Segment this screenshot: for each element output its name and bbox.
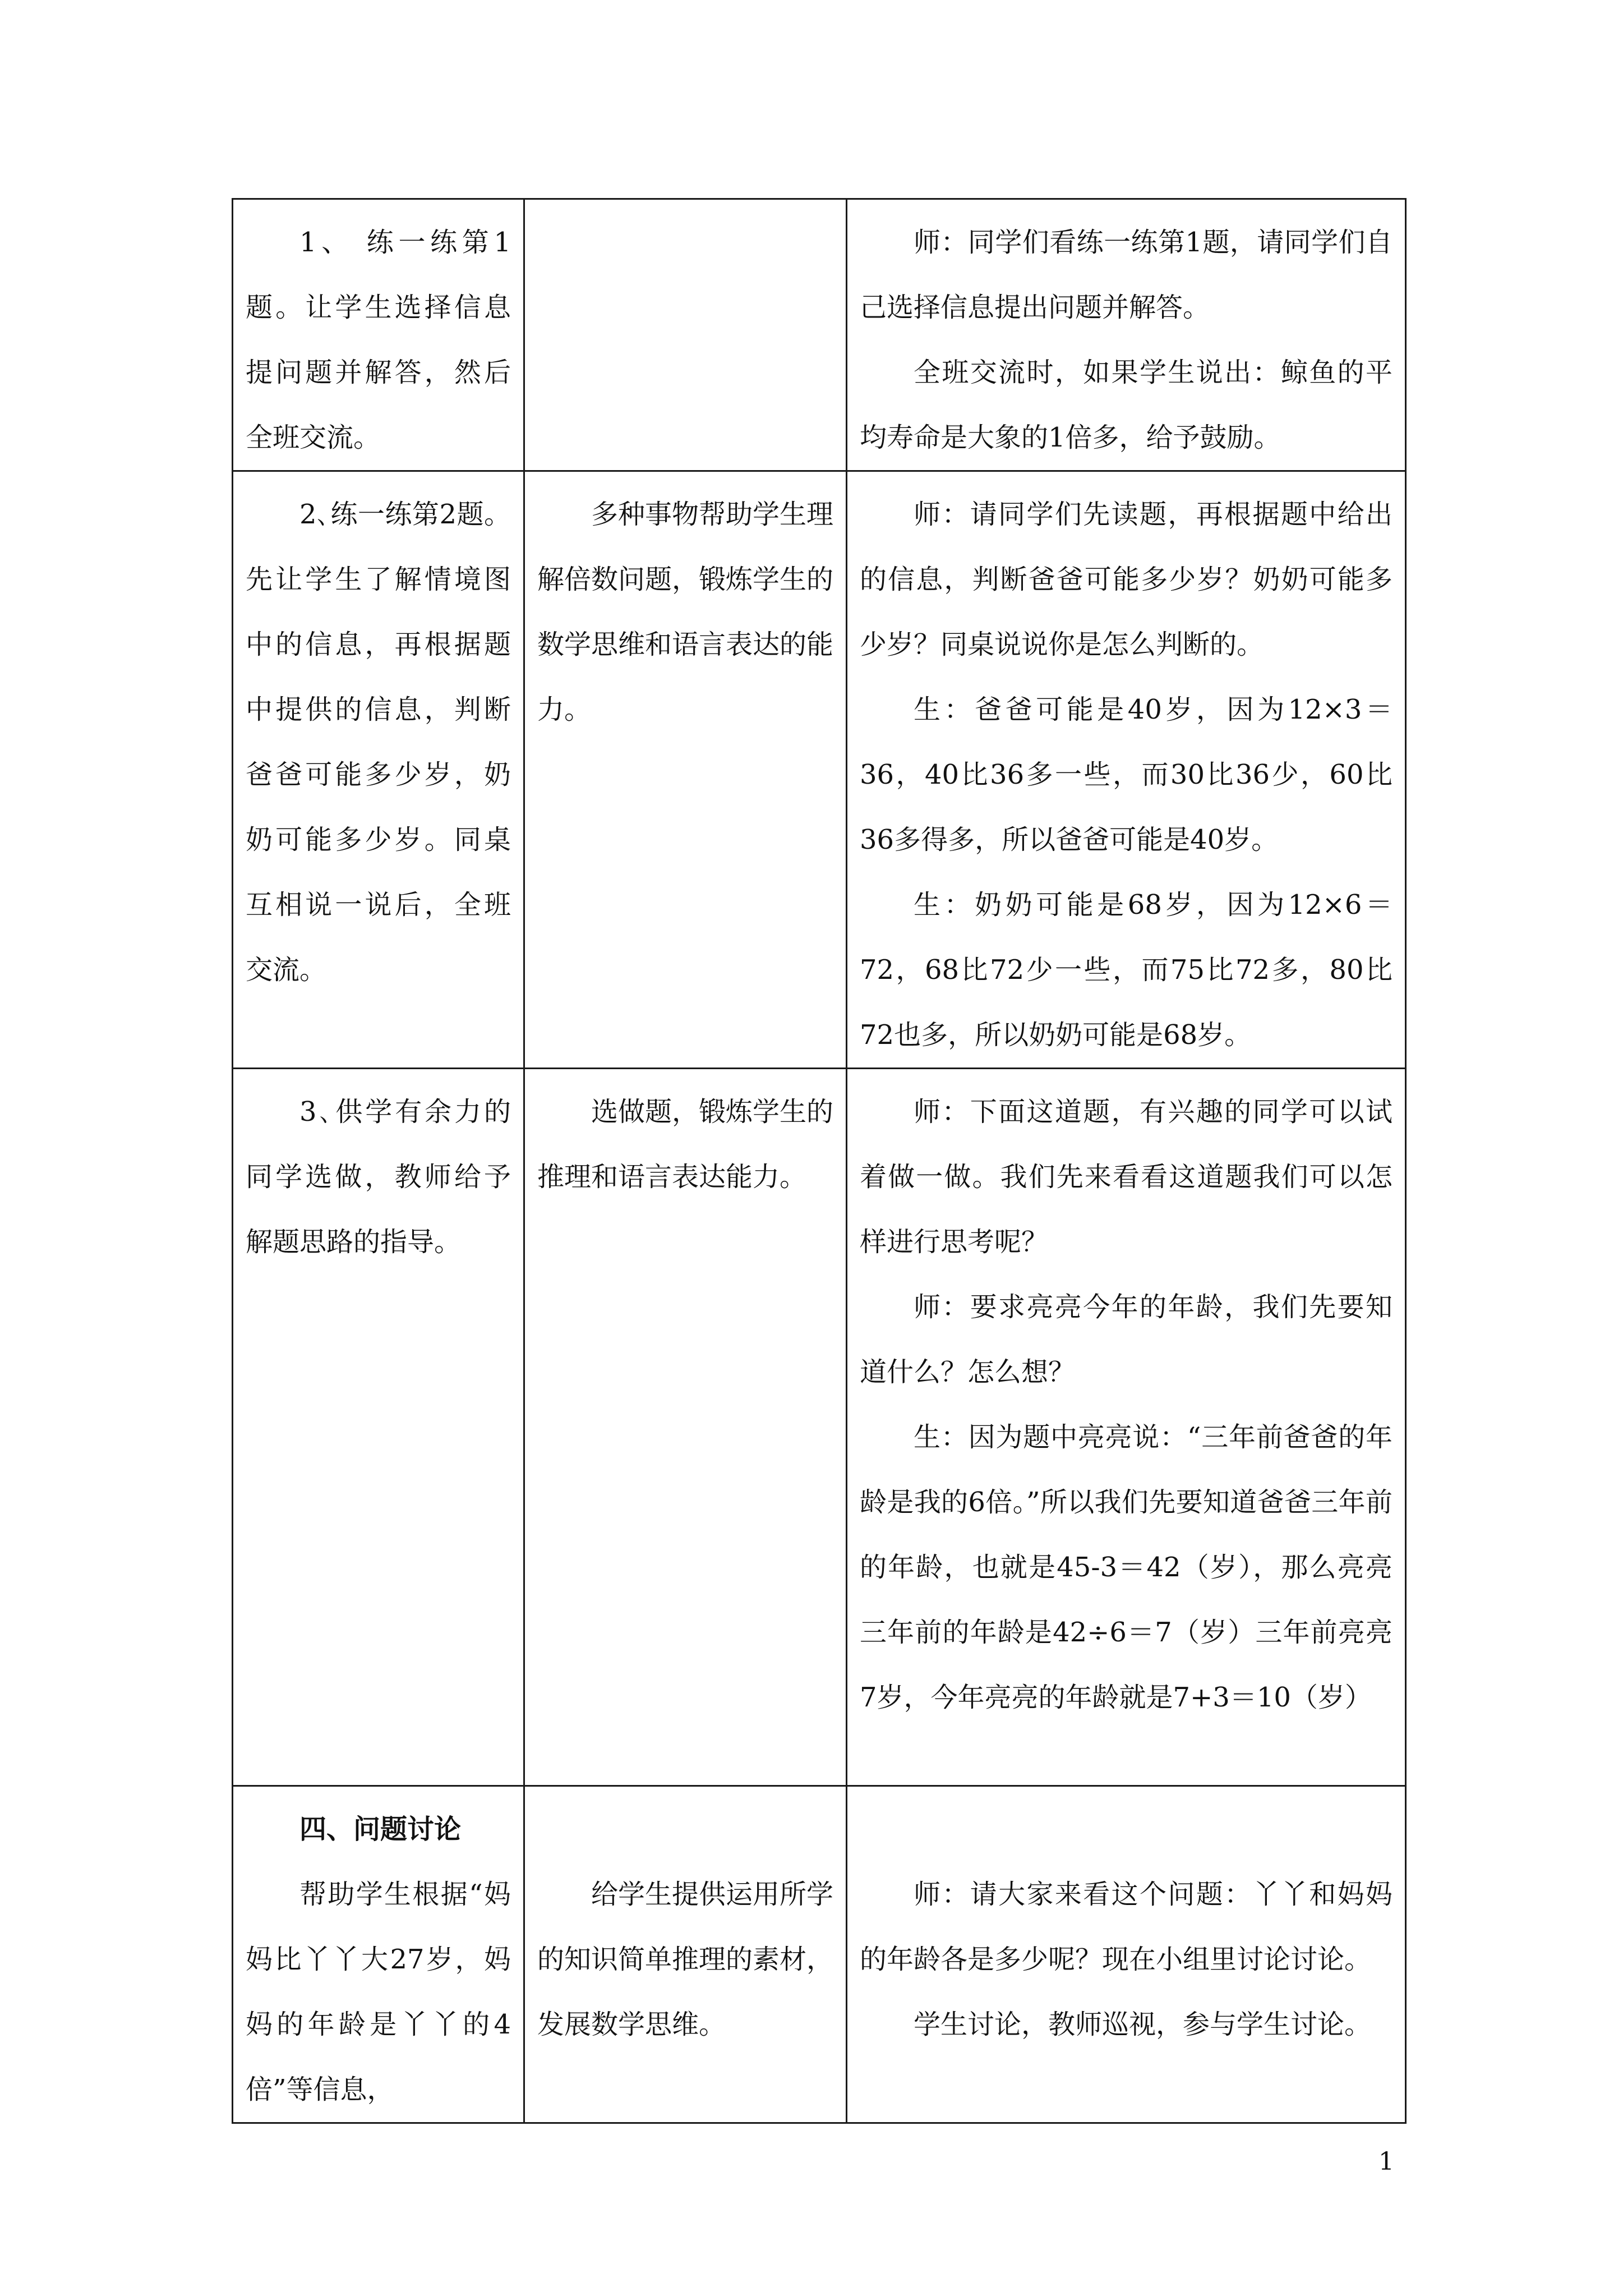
dialogue-paragraph: 生：爸爸可能是40岁，因为12×3＝36，40比36多一些，而30比36少，60比36多得多，所以爸爸可能是40岁。 xyxy=(860,694,1393,855)
intent-text: 多种事物帮助学生理解倍数问题，锻炼学生的数学思维和语言表达的能力。 xyxy=(537,499,834,725)
intent-cell xyxy=(524,199,847,471)
dialogue-cell xyxy=(847,1069,1406,1786)
dialogue-paragraph: 生：奶奶可能是68岁，因为12×6＝72，68比72少一些，而75比72多，80比72也多，所以奶奶可能是68岁。 xyxy=(860,889,1393,1051)
activity-text: 3､供学有余力的同学选做，教师给予解题思路的指导。 xyxy=(246,1096,511,1258)
intent-text: 选做题，锻炼学生的推理和语言表达能力。 xyxy=(537,1096,834,1193)
activity-text: 1、 练一练第1题。让学生选择信息提问题并解答，然后全班交流。 xyxy=(246,227,511,453)
section-heading: 四、问题讨论 xyxy=(299,1814,462,1845)
table-row xyxy=(233,1069,1406,1786)
activity-cell xyxy=(233,471,524,1069)
dialogue-paragraph: 全班交流时，如果学生说出：鲸鱼的平均寿命是大象的1倍多，给予鼓励。 xyxy=(860,357,1393,453)
intent-cell xyxy=(524,471,847,1069)
intent-text: 给学生提供运用所学的知识简单推理的素材，发展数学思维。 xyxy=(537,1879,834,2040)
activity-cell xyxy=(233,1786,524,2123)
page-number: 1 xyxy=(1378,2147,1394,2176)
spacer xyxy=(860,1797,1393,1862)
table-row xyxy=(233,199,1406,471)
lesson-plan-table xyxy=(232,198,1407,2124)
table-row xyxy=(233,471,1406,1069)
activity-text: 帮助学生根据“妈妈比丫丫大27岁，妈妈的年龄是丫丫的4倍”等信息， xyxy=(246,1879,511,2105)
table-row xyxy=(233,1786,1406,2123)
activity-cell xyxy=(233,199,524,471)
intent-cell xyxy=(524,1069,847,1786)
dialogue-cell xyxy=(847,1786,1406,2123)
intent-cell xyxy=(524,1786,847,2123)
dialogue-paragraph: 师：请同学们先读题，再根据题中给出的信息，判断爸爸可能多少岁？奶奶可能多少岁？同桌说说你是怎么判断的。 xyxy=(860,499,1393,660)
dialogue-paragraph: 师：要求亮亮今年的年龄，我们先要知道什么？怎么想？ xyxy=(860,1291,1393,1388)
activity-text: 2､练一练第2题。先让学生了解情境图中的信息，再根据题中提供的信息，判断爸爸可能多少岁，奶奶可能多少岁。同桌互相说一说后，全班交流。 xyxy=(246,499,511,986)
dialogue-paragraph: 师：请大家来看这个问题：丫丫和妈妈的年龄各是多少呢？现在小组里讨论讨论。 xyxy=(860,1879,1393,1975)
dialogue-paragraph: 师：下面这道题，有兴趣的同学可以试着做一做。我们先来看看这道题我们可以怎样进行思考呢？ xyxy=(860,1096,1393,1258)
activity-cell xyxy=(233,1069,524,1786)
dialogue-cell xyxy=(847,199,1406,471)
dialogue-paragraph: 生：因为题中亮亮说：“三年前爸爸的年龄是我的6倍。”所以我们先要知道爸爸三年前的年龄，也就是45-3＝42（岁），那么亮亮三年前的年龄是42÷6＝7（岁）三年前亮亮7岁，今年亮亮的年龄就是7+3＝10（岁） xyxy=(860,1421,1393,1713)
dialogue-cell xyxy=(847,471,1406,1069)
dialogue-paragraph: 学生讨论，教师巡视，参与学生讨论。 xyxy=(914,2009,1372,2040)
dialogue-paragraph: 师：同学们看练一练第1题，请同学们自己选择信息提出问题并解答。 xyxy=(860,227,1393,323)
spacer xyxy=(537,1797,833,1862)
